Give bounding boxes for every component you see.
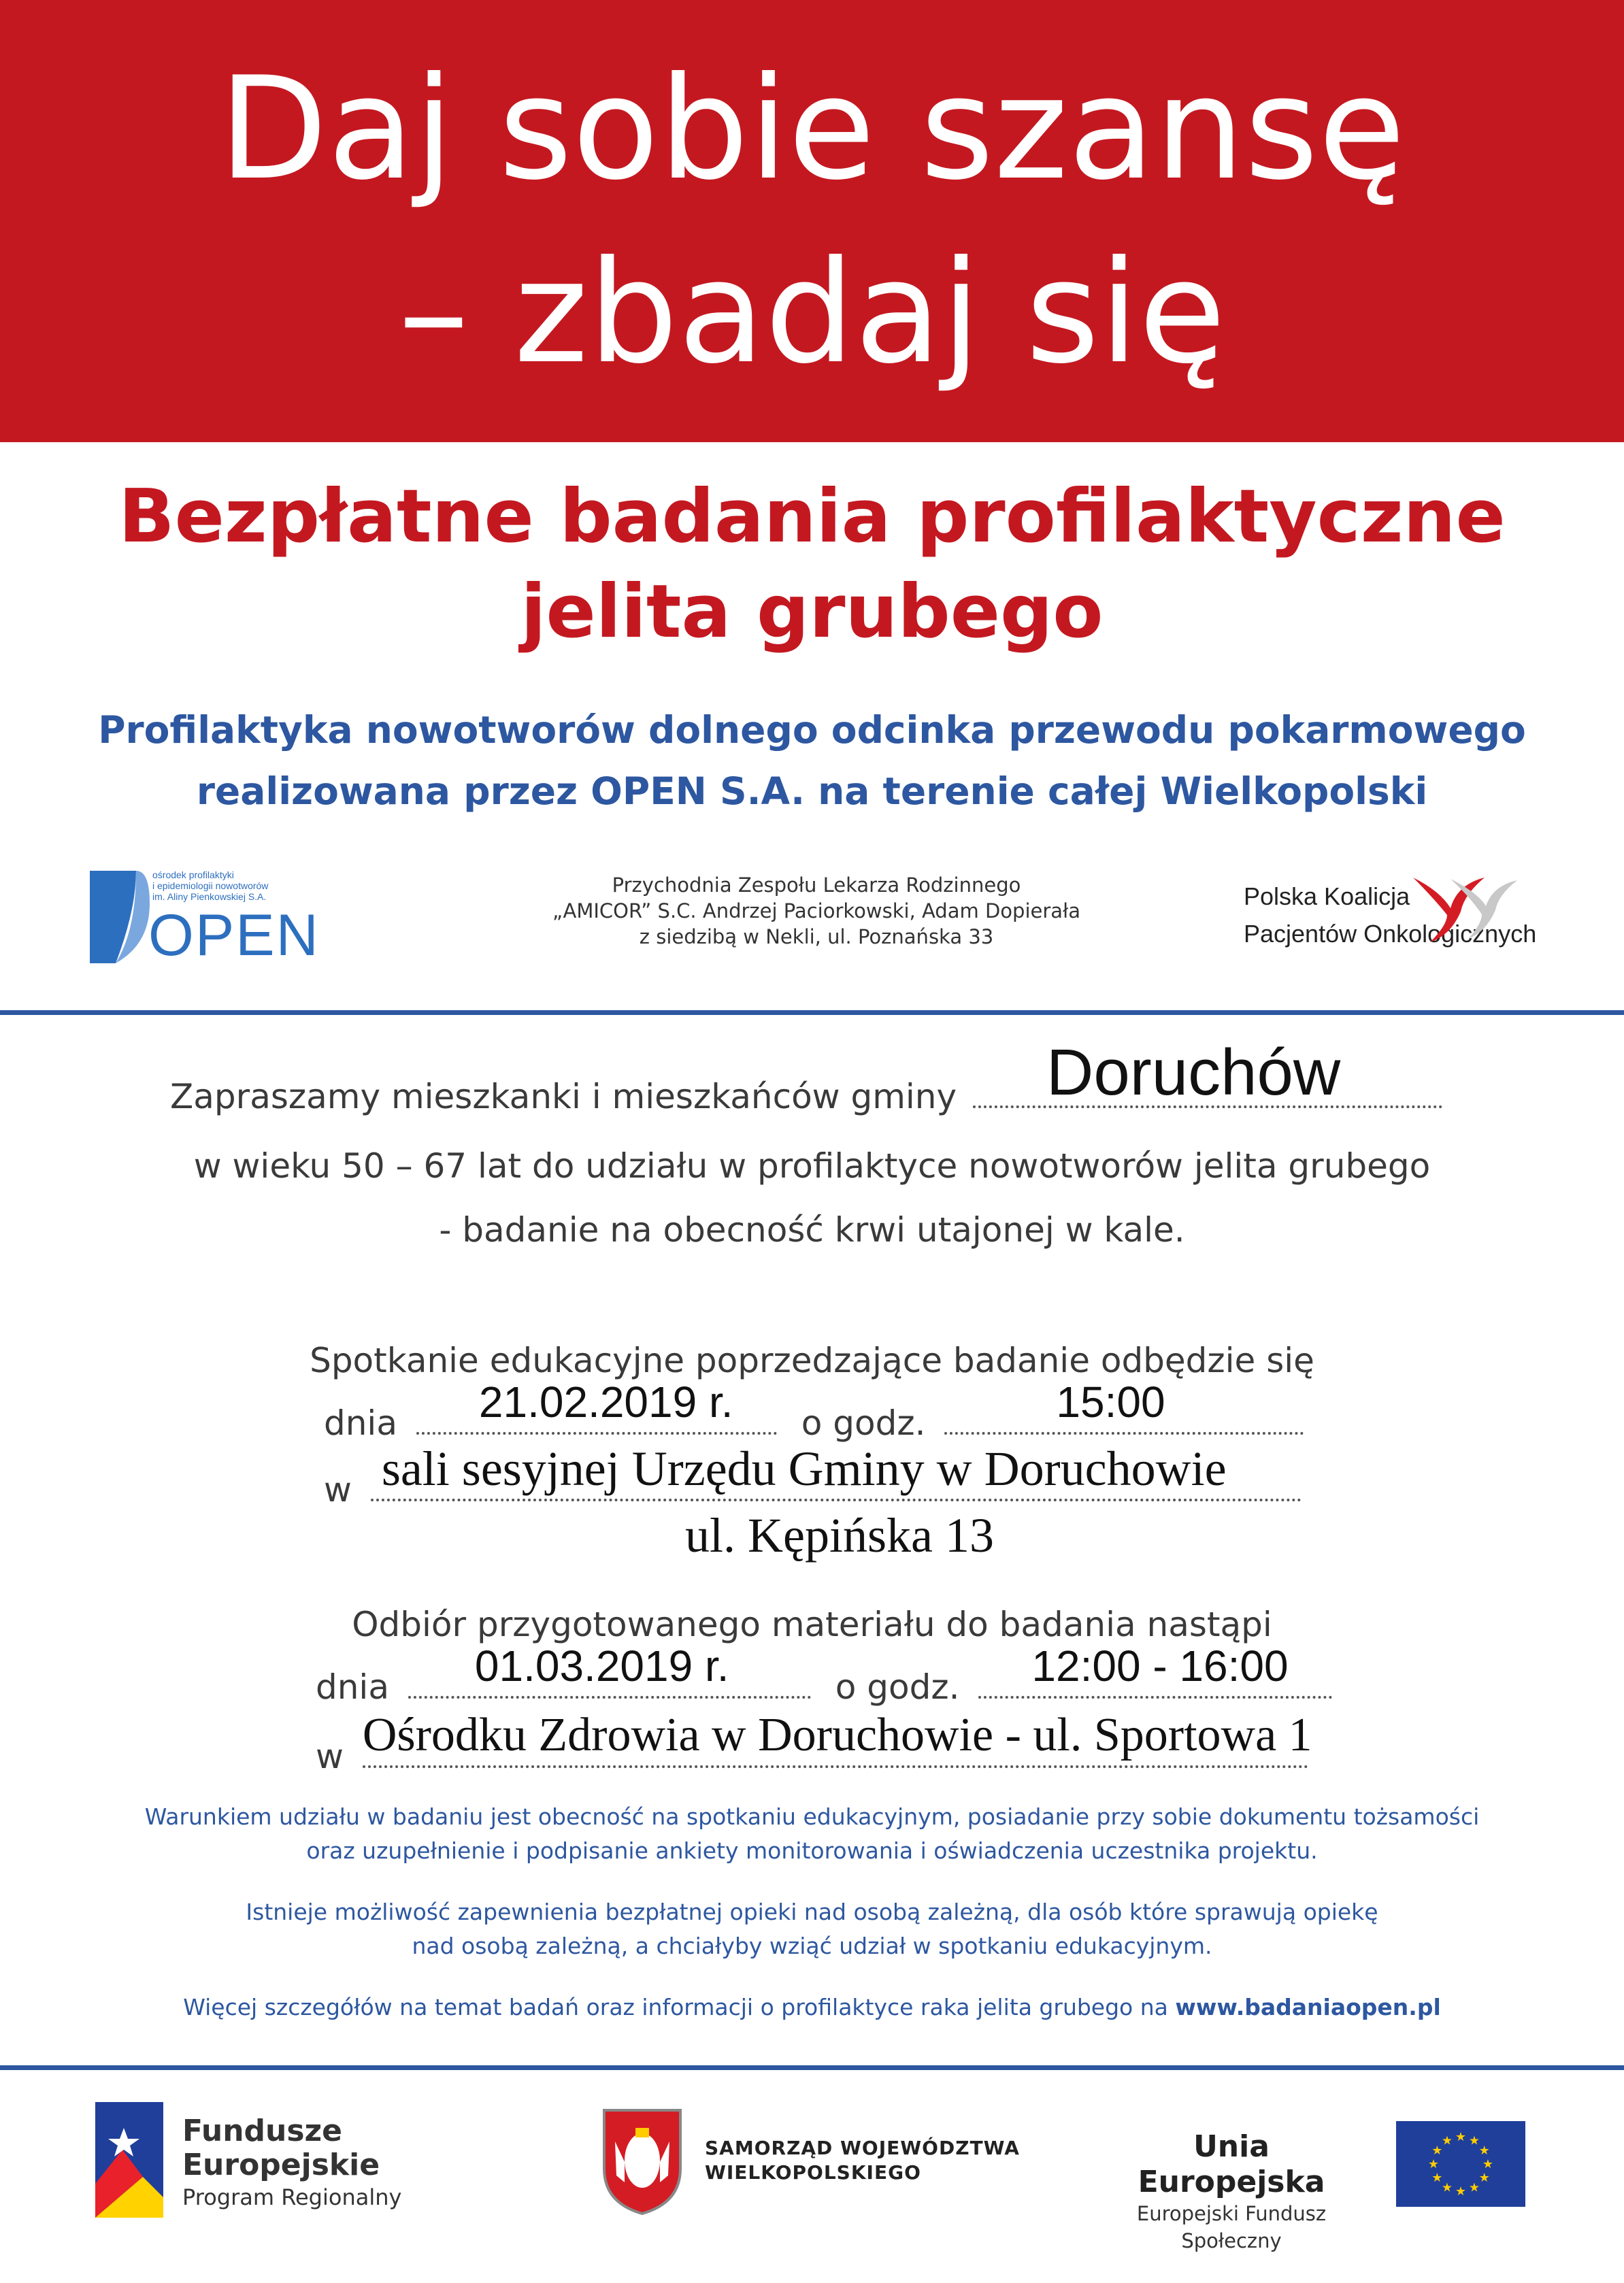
pkpo-line-1: Polska Koalicja xyxy=(1244,882,1410,910)
eu-star-icon: ★ xyxy=(1478,2144,1490,2158)
meeting-date-label: dnia xyxy=(324,1403,397,1443)
fundusze-europejskie-text xyxy=(182,2114,401,2212)
eu-star-icon: ★ xyxy=(1455,2130,1467,2144)
pickup-place-value: Ośrodku Zdrowia w Doruchowie - ul. Sportowa 1 xyxy=(362,1709,1312,1761)
amicor-line-2: „AMICOR” S.C. Andrzej Paciorkowski, Adam Dopierała xyxy=(552,899,1081,922)
samorzad-line-1: SAMORZĄD WOJEWÓDZTWA xyxy=(705,2137,1020,2159)
pickup-date-field xyxy=(408,1642,811,1699)
note-1 xyxy=(0,1800,1624,1868)
invite-line-2: w wieku 50 – 67 lat do udziału w profilaktyce nowotworów jelita grubego xyxy=(193,1146,1431,1186)
header-line-1: Daj sobie szansę xyxy=(218,47,1406,212)
eu-star-icon: ★ xyxy=(1431,2171,1443,2185)
open-logo xyxy=(88,869,333,968)
header-banner xyxy=(0,0,1624,442)
open-logo-small-3: im. Aliny Pienkowskiej S.A. xyxy=(152,891,267,902)
meeting-time-label: o godz. xyxy=(801,1403,926,1443)
wielkopolska-crest-icon xyxy=(601,2107,683,2216)
note-3-text: Więcej szczegółów na temat badań oraz informacji o profilaktyce raka jelita grubego na xyxy=(183,1994,1168,2020)
samorzad-text xyxy=(705,2136,1020,2185)
pickup-date-value: 01.03.2019 r. xyxy=(474,1642,729,1690)
open-logo-small-1: ośrodek profilaktyki xyxy=(152,869,234,880)
samorzad-line-2: WIELKOPOLSKIEGO xyxy=(705,2161,921,2184)
open-logo-small-2: i epidemiologii nowotworów xyxy=(152,880,269,891)
invite-line-1 xyxy=(170,1036,1442,1131)
website-link[interactable]: www.badaniaopen.pl xyxy=(1175,1994,1441,2020)
pkpo-line-2: Pacjentów Onkologicznych xyxy=(1244,920,1537,948)
eu-star-icon: ★ xyxy=(1478,2171,1490,2185)
subtitle xyxy=(0,699,1624,822)
meeting-date-value: 21.02.2019 r. xyxy=(478,1378,733,1427)
subtitle-line-1: Profilaktyka nowotworów dolnego odcinka przewodu pokarmowego xyxy=(98,708,1526,752)
pickup-place-row xyxy=(316,1709,1312,1790)
header-line-2: – zbadaj się xyxy=(398,231,1226,395)
eu-star-icon: ★ xyxy=(1431,2144,1443,2158)
pickup-place-field xyxy=(362,1709,1312,1768)
swallow-icon xyxy=(1410,871,1519,946)
pickup-time-field xyxy=(978,1642,1332,1699)
open-logo-name: OPEN xyxy=(148,903,320,968)
note-3 xyxy=(0,1990,1624,2024)
meeting-place-value: sali sesyjnej Urzędu Gminy w Doruchowie xyxy=(381,1442,1227,1496)
meeting-place-label: w xyxy=(324,1470,352,1510)
gmina-field xyxy=(973,1036,1442,1109)
pickup-time-value: 12:00 - 16:00 xyxy=(1031,1642,1289,1690)
eu-star-icon: ★ xyxy=(1441,2180,1453,2195)
meeting-heading: Spotkanie edukacyjne poprzedzające badanie odbędzie się xyxy=(310,1341,1314,1380)
amicor-block xyxy=(517,872,1116,950)
eu-star-icon: ★ xyxy=(1441,2133,1453,2148)
meeting-time-value: 15:00 xyxy=(1056,1378,1165,1427)
pickup-date-label: dnia xyxy=(316,1667,389,1707)
note-2-line-2: nad osobą zależną, a chciałyby wziąć udział w spotkaniu edukacyjnym. xyxy=(412,1933,1212,1959)
fe-line-2: Europejskie xyxy=(182,2148,380,2182)
fe-line-1: Fundusze xyxy=(182,2114,342,2148)
pickup-heading: Odbiór przygotowanego materiału do badania nastąpi xyxy=(352,1605,1272,1644)
eu-star-icon: ★ xyxy=(1468,2133,1480,2148)
divider-bottom xyxy=(0,2065,1624,2070)
divider-top xyxy=(0,1010,1624,1015)
main-title-line-1: Bezpłatne badania profilaktyczne xyxy=(118,474,1506,559)
meeting-date-field xyxy=(416,1378,777,1435)
note-2-line-1: Istnieje możliwość zapewnienia bezpłatnej opieki nad osobą zależną, dla osób które sprawują opiekę xyxy=(246,1899,1378,1925)
ue-line-1: Unia Europejska xyxy=(1138,2129,1325,2199)
main-title xyxy=(0,469,1624,660)
ue-line-2: Europejski Fundusz Społeczny xyxy=(1136,2202,1327,2252)
amicor-line-3: z siedzibą w Nekli, ul. Poznańska 33 xyxy=(639,925,994,948)
note-2 xyxy=(0,1895,1624,1963)
fe-line-3: Program Regionalny xyxy=(182,2184,402,2210)
meeting-address: ul. Kępińska 13 xyxy=(685,1508,994,1563)
eu-star-icon: ★ xyxy=(1427,2157,1440,2171)
pickup-time-label: o godz. xyxy=(835,1667,960,1707)
invite-prefix: Zapraszamy mieszkanki i mieszkańców gminy xyxy=(170,1077,957,1116)
fundusze-europejskie-icon xyxy=(95,2102,163,2218)
amicor-line-1: Przychodnia Zespołu Lekarza Rodzinnego xyxy=(612,873,1021,897)
eu-star-icon: ★ xyxy=(1468,2180,1480,2195)
note-1-line-2: oraz uzupełnienie i podpisanie ankiety monitorowania i oświadczenia uczestnika projektu. xyxy=(306,1837,1318,1864)
meeting-time-field xyxy=(944,1378,1304,1435)
gmina-value: Doruchów xyxy=(1046,1036,1341,1109)
eu-star-icon: ★ xyxy=(1482,2157,1494,2171)
eu-star-icon: ★ xyxy=(1455,2184,1467,2199)
pickup-place-label: w xyxy=(316,1737,344,1776)
unia-europejska-text xyxy=(1095,2129,1368,2254)
invite-line-3: - badanie na obecność krwi utajonej w kale. xyxy=(439,1210,1185,1250)
meeting-place-field xyxy=(371,1442,1302,1501)
note-1-line-1: Warunkiem udziału w badaniu jest obecność na spotkaniu edukacyjnym, posiadanie przy sobie dokumentu tożsamości xyxy=(144,1803,1480,1830)
eu-flag-icon xyxy=(1396,2121,1525,2207)
subtitle-line-2: realizowana przez OPEN S.A. na terenie całej Wielkopolski xyxy=(196,769,1428,813)
main-title-line-2: jelita grubego xyxy=(520,569,1104,654)
